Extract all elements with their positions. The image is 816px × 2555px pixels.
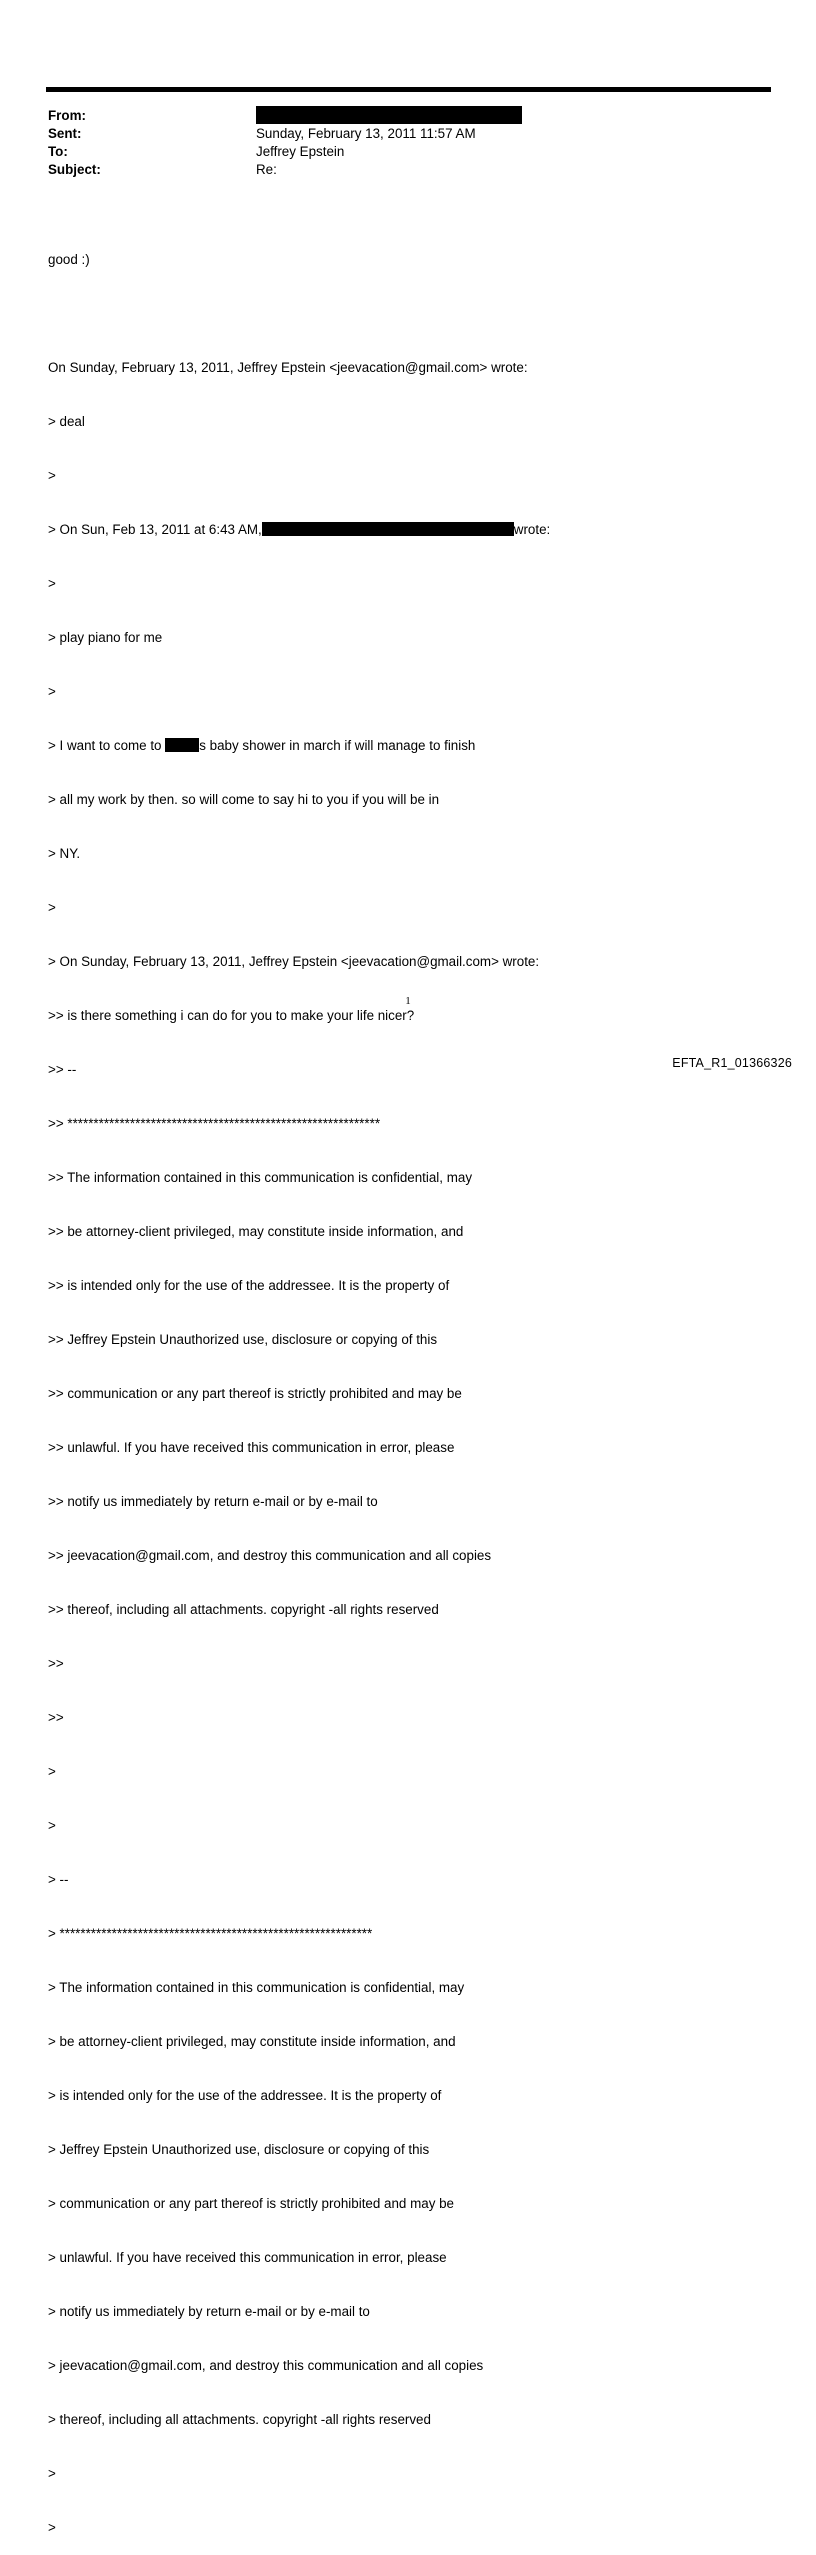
body-line: >> notify us immediately by return e-mail or by e-mail to	[48, 1494, 378, 1509]
body-line: >	[48, 2466, 56, 2481]
body-line: >>	[48, 1656, 64, 1671]
body-line: >	[48, 900, 56, 915]
sent-value: Sunday, February 13, 2011 11:57 AM	[256, 126, 476, 141]
header-rule	[46, 87, 771, 92]
body-line-part: > I want to come to	[48, 738, 162, 753]
body-line: >	[48, 468, 56, 483]
body-line: >	[48, 576, 56, 591]
sender-redaction	[262, 522, 514, 536]
page-number: 1	[405, 995, 411, 1007]
body-line-part: wrote:	[513, 522, 551, 537]
body-line-part: > On Sun, Feb 13, 2011 at 6:43 AM,	[48, 522, 262, 537]
body-line: > NY.	[48, 846, 81, 861]
body-line: > communication or any part thereof is strictly prohibited and may be	[48, 2196, 455, 2211]
body-line: > On Sunday, February 13, 2011, Jeffrey Epstein <jeevacation@gmail.com> wrote:	[48, 954, 540, 969]
body-line: On Sunday, February 13, 2011, Jeffrey Epstein <jeevacation@gmail.com> wrote:	[48, 360, 528, 375]
body-line: >> --	[48, 1062, 77, 1077]
body-line: >	[48, 2520, 56, 2535]
body-line: > The information contained in this communication is confidential, may	[48, 1980, 465, 1995]
body-line: >> unlawful. If you have received this communication in error, please	[48, 1440, 455, 1455]
body-line: > deal	[48, 414, 85, 429]
body-line: >	[48, 684, 56, 699]
body-line: >> thereof, including all attachments. copyright -all rights reserved	[48, 1602, 439, 1617]
from-redaction	[256, 106, 522, 124]
body-line: >> Jeffrey Epstein Unauthorized use, disclosure or copying of this	[48, 1332, 438, 1347]
body-line: >	[48, 1764, 56, 1779]
bates-number: EFTA_R1_01366326	[672, 1056, 792, 1070]
body-line: good :)	[48, 252, 90, 267]
body-line: > --	[48, 1872, 69, 1887]
body-line: >> is intended only for the use of the addressee. It is the property of	[48, 1278, 450, 1293]
subject-label: Subject:	[48, 162, 101, 177]
from-label: From:	[48, 108, 86, 123]
body-line: > be attorney-client privileged, may constitute inside information, and	[48, 2034, 456, 2049]
to-label: To:	[48, 144, 68, 159]
body-line: >> The information contained in this communication is confidential, may	[48, 1170, 473, 1185]
body-line-part: s baby shower in march if will manage to finish	[199, 738, 476, 753]
body-line	[48, 521, 768, 539]
body-line: > unlawful. If you have received this communication in error, please	[48, 2250, 447, 2265]
body-line: > ************************************************************	[48, 1926, 373, 1941]
body-line: > jeevacation@gmail.com, and destroy this communication and all copies	[48, 2358, 484, 2373]
body-line: >> communication or any part thereof is strictly prohibited and may be	[48, 1386, 462, 1401]
body-line: >> jeevacation@gmail.com, and destroy this communication and all copies	[48, 1548, 492, 1563]
subject-value: Re:	[256, 162, 277, 177]
body-line: >> ************************************************************	[48, 1116, 381, 1131]
sent-label: Sent:	[48, 126, 82, 141]
to-value: Jeffrey Epstein	[256, 144, 345, 159]
body-line: > Jeffrey Epstein Unauthorized use, disclosure or copying of this	[48, 2142, 430, 2157]
body-line: > all my work by then. so will come to say hi to you if you will be in	[48, 792, 440, 807]
body-line: >	[48, 1818, 56, 1833]
body-line: > notify us immediately by return e-mail or by e-mail to	[48, 2304, 370, 2319]
body-line: >> be attorney-client privileged, may constitute inside information, and	[48, 1224, 464, 1239]
body-line: >> is there something i can do for you to make your life nicer?	[48, 1008, 415, 1023]
body-line: > is intended only for the use of the addressee. It is the property of	[48, 2088, 442, 2103]
email-body	[48, 215, 768, 2555]
body-line: > thereof, including all attachments. copyright -all rights reserved	[48, 2412, 431, 2427]
name-redaction	[165, 738, 199, 752]
body-line: >>	[48, 1710, 64, 1725]
body-line	[48, 737, 768, 755]
body-line: > play piano for me	[48, 630, 163, 645]
